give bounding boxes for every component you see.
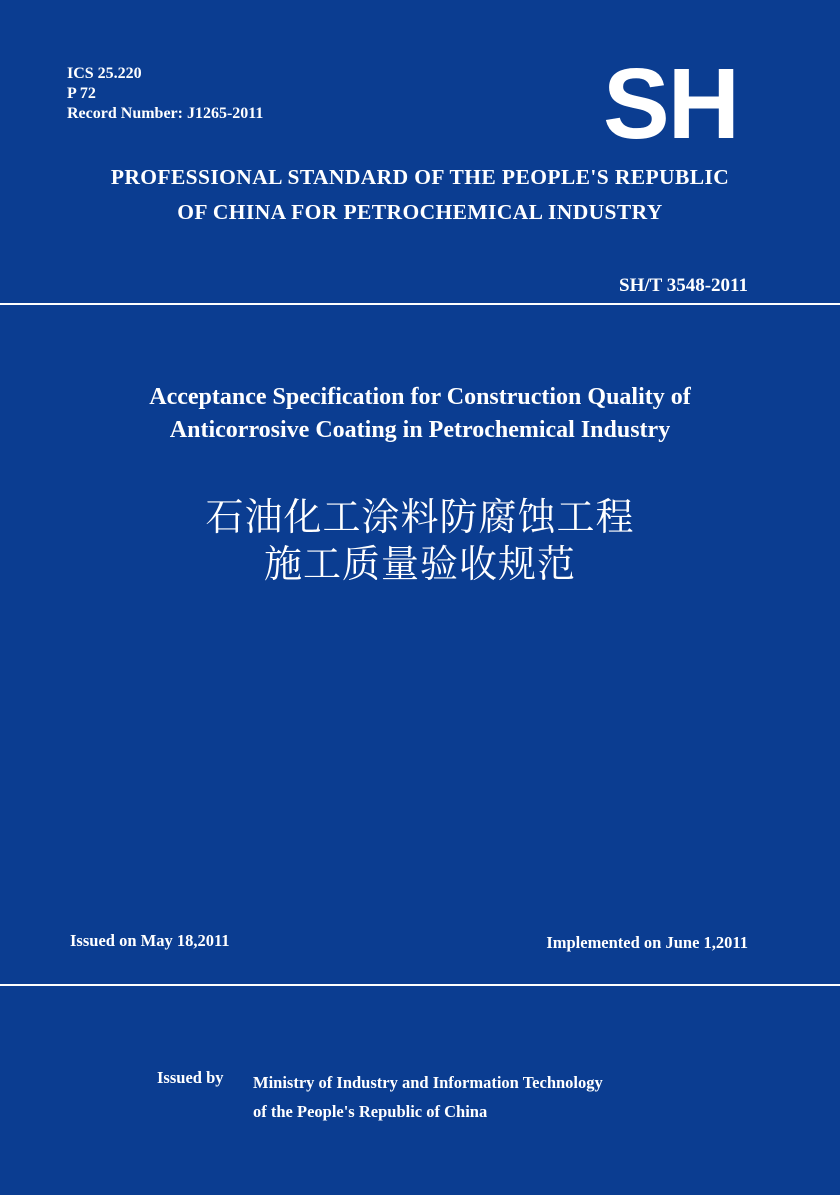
ics-code: ICS 25.220 bbox=[67, 65, 142, 82]
english-title bbox=[0, 381, 840, 447]
issuer-name-line-1: Ministry of Industry and Information Technology bbox=[253, 1073, 603, 1092]
organization-title-line-2: OF CHINA FOR PETROCHEMICAL INDUSTRY bbox=[177, 200, 663, 224]
organization-title bbox=[0, 160, 840, 230]
bottom-divider bbox=[0, 984, 840, 986]
p-code: P 72 bbox=[67, 85, 96, 102]
top-divider bbox=[0, 303, 840, 305]
chinese-title-line-1: 石油化工涂料防腐蚀工程 bbox=[205, 495, 635, 539]
record-number: Record Number: J1265-2011 bbox=[67, 105, 264, 122]
issued-date: Issued on May 18,2011 bbox=[70, 931, 230, 950]
standard-number: SH/T 3548-2011 bbox=[619, 275, 748, 296]
issuer-name bbox=[253, 1068, 603, 1126]
sh-logo: SH bbox=[603, 48, 738, 160]
chinese-title-line-2: 施工质量验收规范 bbox=[263, 542, 576, 586]
issuer-name-line-2: of the People's Republic of China bbox=[253, 1102, 488, 1121]
organization-title-line-1: PROFESSIONAL STANDARD OF THE PEOPLE'S REPUBLIC bbox=[110, 165, 730, 189]
chinese-title bbox=[0, 494, 840, 588]
english-title-line-2: Anticorrosive Coating in Petrochemical Industry bbox=[169, 417, 671, 443]
english-title-line-1: Acceptance Specification for Construction Quality of bbox=[149, 384, 691, 410]
issuer-label: Issued by bbox=[157, 1068, 224, 1087]
implemented-date: Implemented on June 1,2011 bbox=[546, 933, 748, 952]
classification-block bbox=[67, 64, 263, 124]
